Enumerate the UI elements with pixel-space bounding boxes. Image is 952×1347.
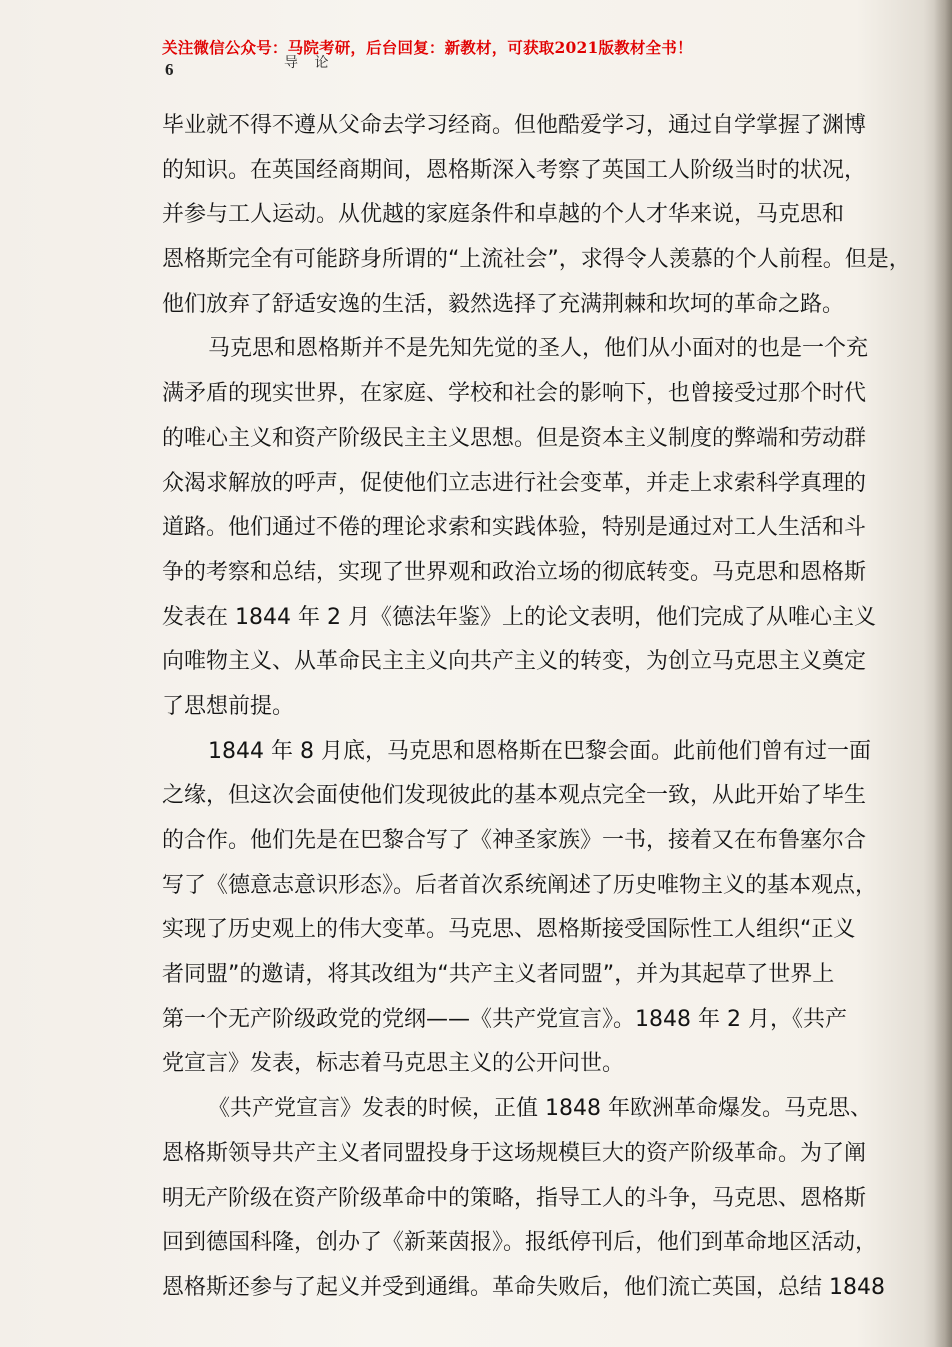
text-line: 者同盟”的邀请，将其改组为“共产主义者同盟”，并为其起草了世界上 bbox=[162, 962, 835, 988]
text-line: 第一个无产阶级政党的党纲——《共产党宣言》。1848 年 2 月，《共产 bbox=[162, 1006, 847, 1032]
watermark-notice: 关注微信公众号：马院考研，后台回复：新教材，可获取2021版教材全书！ bbox=[162, 38, 693, 57]
text-line: 的合作。他们先是在巴黎合写了《神圣家族》一书，接着又在布鲁塞尔合 bbox=[162, 828, 867, 853]
text-line: 实现了历史观上的伟大变革。马克思、恩格斯接受国际性工人组织“正义 bbox=[162, 917, 856, 943]
text-line: 回到德国科隆，创办了《新莱茵报》。报纸停刊后，他们到革命地区活动， bbox=[162, 1230, 878, 1256]
text-line: 向唯物主义、从革命民主主义向共产主义的转变，为创立马克思主义奠定 bbox=[162, 649, 867, 675]
text-line: 恩格斯还参与了起义并受到通缉。革命失败后，他们流亡英国，总结 1848 bbox=[162, 1274, 885, 1300]
text-line: 的知识。在英国经商期间，恩格斯深入考察了英国工人阶级当时的状况， bbox=[162, 157, 867, 183]
text-line: 之缘，但这次会面使他们发现彼此的基本观点完全一致，从此开始了毕生 bbox=[162, 783, 867, 809]
text-line: 毕业就不得不遵从父命去学习经商。但他酷爱学习，通过自学掌握了渊博 bbox=[162, 113, 867, 138]
paragraph-start-line: 1844 年 8 月底，马克思和恩格斯在巴黎会面。此前他们曾有过一面 bbox=[208, 738, 871, 764]
text-line: 争的考察和总结，实现了世界观和政治立场的彻底转变。马克思和恩格斯 bbox=[162, 559, 867, 585]
body-text bbox=[162, 104, 922, 1311]
text-line: 并参与工人运动。从优越的家庭条件和卓越的个人才华来说，马克思和 bbox=[162, 202, 845, 228]
text-line: 众渴求解放的呼声，促使他们立志进行社会变革，并走上求索科学真理的 bbox=[162, 470, 867, 496]
page-number: 6 bbox=[165, 60, 174, 79]
text-line: 写了《德意志意识形态》。后者首次系统阐述了历史唯物主义的基本观点， bbox=[162, 872, 878, 898]
text-line: 了思想前提。 bbox=[162, 693, 295, 719]
text-line: 恩格斯完全有可能跻身所谓的“上流社会”，求得令人羡慕的个人前程。但是， bbox=[162, 247, 911, 273]
text-line: 恩格斯领导共产主义者同盟投身于这场规模巨大的资产阶级革命。为了阐 bbox=[162, 1140, 867, 1166]
text-line: 满矛盾的现实世界，在家庭、学校和社会的影响下，也曾接受过那个时代 bbox=[162, 381, 867, 407]
text-line: 道路。他们通过不倦的理论求索和实践体验，特别是通过对工人生活和斗 bbox=[162, 515, 867, 541]
text-line: 明无产阶级在资产阶级革命中的策略，指导工人的斗争，马克思、恩格斯 bbox=[162, 1185, 867, 1211]
page-edge-shadow bbox=[934, 0, 952, 1347]
paragraph-start-line: 《共产党宣言》发表的时候，正值 1848 年欧洲革命爆发。马克思、 bbox=[208, 1096, 872, 1122]
text-line: 发表在 1844 年 2 月《德法年鉴》上的论文表明，他们完成了从唯心主义 bbox=[162, 604, 876, 630]
text-line: 党宣言》发表，标志着马克思主义的公开问世。 bbox=[162, 1051, 625, 1077]
text-line: 的唯心主义和资产阶级民主主义思想。但是资本主义制度的弊端和劳动群 bbox=[162, 425, 867, 451]
text-line: 他们放弃了舒适安逸的生活，毅然选择了充满荆棘和坎坷的革命之路。 bbox=[162, 291, 845, 317]
paragraph-start-line: 马克思和恩格斯并不是先知先觉的圣人，他们从小面对的也是一个充 bbox=[208, 336, 869, 362]
running-title: 导 论 bbox=[284, 55, 335, 71]
